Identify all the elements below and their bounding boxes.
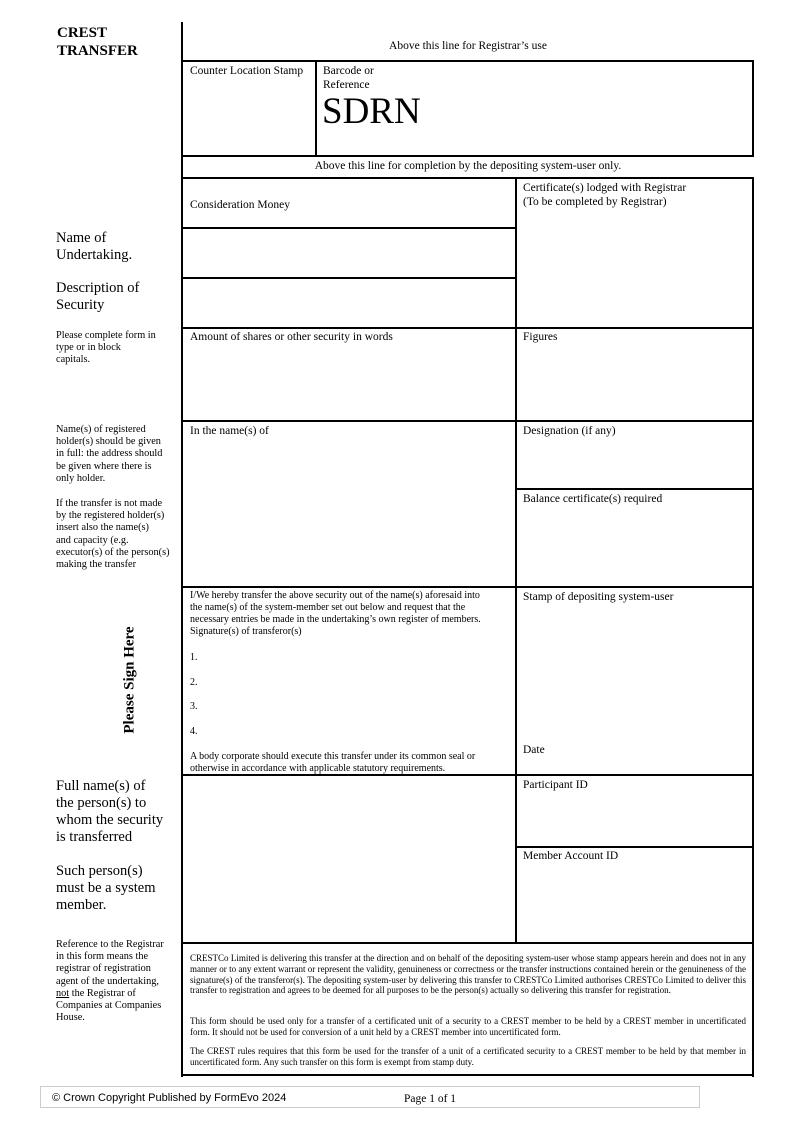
usage-paragraph: This form should be used only for a transfer of a certificated unit of a security to a CREST member to be held by a CREST member in uncertificated form. It should not be used for conversion of a unit held by a CREST member into uncertificated form. [190, 1016, 746, 1037]
name-of-undertaking-label: Name of Undertaking. [56, 230, 133, 263]
transfer-declaration-text: I/We hereby transfer the above security out of the name(s) aforesaid into the name(s) of the system-member set out below and request that the necessary entries be made in the undertaking’s own register of members. Signature(s) of transferor(s) [190, 590, 481, 637]
right-column-divider [515, 177, 517, 943]
member-account-id-label: Member Account ID [523, 850, 619, 862]
designation-label: Designation (if any) [523, 425, 616, 437]
signature-4-field[interactable] [205, 722, 505, 742]
bottom-border [181, 1074, 754, 1076]
line-below-amount [181, 420, 754, 422]
full-names-transferee-label: Full name(s) of the person(s) to whom the security is transferred [56, 778, 164, 845]
please-sign-here-label: Please Sign Here [121, 626, 138, 734]
stamp-divider [315, 60, 317, 157]
certificates-lodged-label: Certificate(s) lodged with Registrar (To be completed by Registrar) [523, 182, 687, 208]
figures-field[interactable] [519, 346, 749, 418]
signature-2-field[interactable] [205, 673, 505, 693]
depositing-use-note: Above this line for completion by the depositing system-user only. [314, 160, 622, 172]
balance-certificate-label: Balance certificate(s) required [523, 493, 663, 505]
signature-1-field[interactable] [205, 648, 505, 668]
signature-line-2-label: 2. [190, 677, 198, 688]
crestco-paragraph: CRESTCo Limited is delivering this transfer at the direction and on behalf of the depositing system-user whose stamp appears herein and does not in any manner or to any extent warrant or represent the validity, genuineness or correctness or the transfer instructions contained herein or the genuineness of the signature(s) of the transferor(s). The depositing system-user by delivering this transfer to CRESTCo Limited authorises CRESTCo Limited to deliver this transfer to registration and agrees to be deemed for all purposes to be the person(s) actually so delivering this transfer for registration. [190, 953, 746, 996]
description-of-security-field[interactable] [184, 280, 512, 325]
barcode-reference-label: Barcode or Reference [323, 65, 374, 91]
line-below-undertaking [181, 277, 517, 279]
counter-location-stamp-field[interactable] [184, 80, 313, 154]
stamp-depositing-field[interactable] [519, 606, 749, 740]
line-below-consideration [181, 227, 517, 229]
consideration-money-field[interactable] [300, 182, 510, 224]
stamp-depositing-label: Stamp of depositing system-user [523, 591, 674, 603]
copyright-text: © Crown Copyright Published by FormEvo 2024 [52, 1092, 287, 1104]
member-account-id-field[interactable] [519, 865, 749, 940]
transfer-not-made-note: If the transfer is not made by the registered holder(s) insert also the name(s) and capacity (e.g. executor(s) of the person(s) making the transfer [56, 498, 170, 571]
designation-field[interactable] [519, 440, 749, 486]
amount-in-words-label: Amount of shares or other security in words [190, 331, 393, 343]
page-number: Page 1 of 1 [404, 1093, 457, 1105]
line-below-names [181, 586, 754, 588]
rules-paragraph: The CREST rules requires that this form be used for the transfer of a unit of a certificated security to a CREST member to be held by that member in uncertificated form. Any such transfer on this form is exempt from stamp duty. [190, 1046, 746, 1067]
form-title: CREST TRANSFER [57, 25, 138, 59]
counter-location-stamp-label: Counter Location Stamp [190, 65, 304, 77]
left-divider-line [181, 22, 183, 1077]
depositing-use-line [181, 177, 754, 179]
registrar-use-note: Above this line for Registrar’s use [389, 40, 547, 52]
signature-3-field[interactable] [205, 697, 505, 717]
line-below-designation [515, 488, 754, 490]
amount-in-words-field[interactable] [184, 346, 512, 418]
line-below-participant [515, 846, 754, 848]
consideration-money-label: Consideration Money [190, 199, 290, 211]
body-corporate-note: A body corporate should execute this transfer under its common seal or otherwise in accordance with applicable statutory requirements. [190, 751, 476, 774]
name-of-undertaking-field[interactable] [184, 230, 512, 276]
date-field[interactable] [550, 741, 748, 771]
transferee-names-field[interactable] [184, 778, 512, 940]
sdrn-text: SDRN [322, 91, 421, 132]
certificates-lodged-field[interactable] [519, 212, 749, 324]
registrar-reference-note: Reference to the Registrar in this form means the registrar of registration agent of the undertaking, not the Registrar of Companies at Companies House. [56, 939, 164, 1024]
in-the-names-of-label: In the name(s) of [190, 425, 269, 437]
in-the-names-of-field[interactable] [184, 440, 512, 584]
balance-certificate-field[interactable] [519, 508, 749, 584]
participant-id-field[interactable] [519, 794, 749, 844]
line-below-description [181, 327, 754, 329]
line-below-transferee [181, 942, 754, 944]
registered-holders-note: Name(s) of registered holder(s) should be given in full: the address should be given where there is only holder. [56, 424, 163, 484]
system-member-note: Such person(s) must be a system member. [56, 863, 156, 913]
description-of-security-label: Description of Security [56, 280, 140, 313]
signature-line-3-label: 3. [190, 701, 198, 712]
date-label: Date [523, 744, 545, 756]
figures-label: Figures [523, 331, 558, 343]
participant-id-label: Participant ID [523, 779, 588, 791]
complete-form-note: Please complete form in type or in block capitals. [56, 330, 156, 366]
signature-line-4-label: 4. [190, 726, 198, 737]
signature-line-1-label: 1. [190, 652, 198, 663]
line-below-signature [181, 774, 754, 776]
